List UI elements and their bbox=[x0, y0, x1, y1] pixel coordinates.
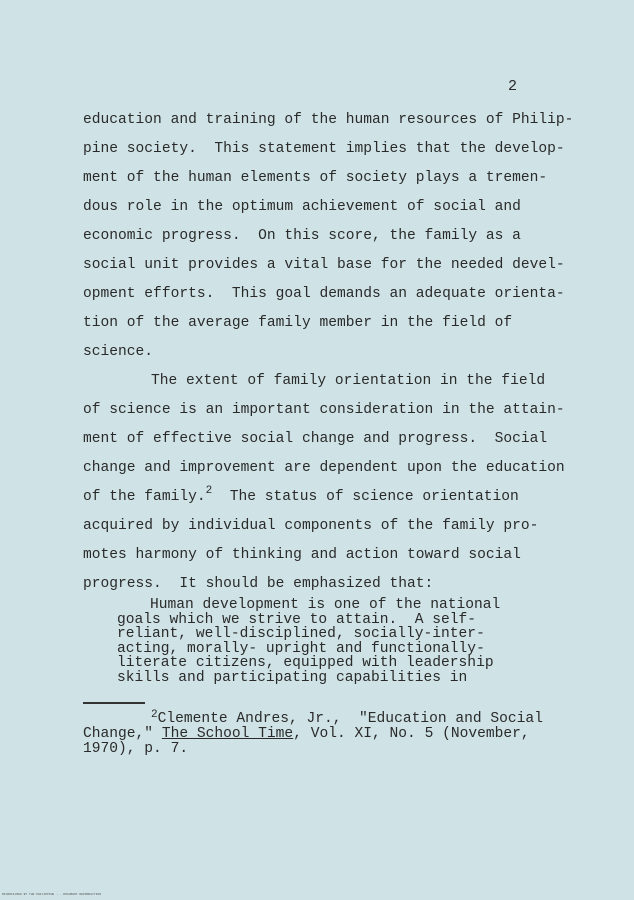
text-line: progress. It should be emphasized that: bbox=[83, 576, 434, 592]
quote-line: goals which we strive to attain. A self- bbox=[117, 611, 477, 628]
footnote-journal: The School Time bbox=[161, 726, 294, 742]
text-line: ment of the human elements of society plays a tremen- bbox=[83, 170, 548, 186]
footnote-number: 2 bbox=[151, 709, 158, 721]
text-line: economic progress. On this score, the family as a bbox=[83, 228, 521, 244]
block-quote bbox=[117, 598, 500, 686]
body-text bbox=[83, 106, 573, 599]
scan-identifier: MICROFILMED BY THE PHILIPPINE ... DOCUMENT REPRODUCTION bbox=[2, 893, 102, 896]
text-fragment: The status of science orientation bbox=[212, 489, 519, 505]
text-line: motes harmony of thinking and action toward social bbox=[83, 547, 521, 563]
footnote-reference: 2 bbox=[205, 485, 213, 497]
quote-line: Human development is one of the national bbox=[150, 597, 501, 613]
text-line: tion of the average family member in the field of bbox=[83, 315, 513, 331]
page-number: 2 bbox=[508, 78, 518, 95]
text-line: science. bbox=[83, 344, 154, 360]
footnote-text: , Vol. XI, No. 5 (November, bbox=[293, 726, 530, 742]
text-fragment: of the family. bbox=[83, 489, 206, 505]
footnote-line bbox=[83, 709, 543, 727]
quote-line: literate citizens, equipped with leadership bbox=[117, 655, 494, 672]
text-line: education and training of the human resources of Philip- bbox=[83, 112, 574, 128]
text-line: ment of effective social change and progress. Social bbox=[83, 431, 548, 447]
text-line: of science is an important consideration in the attain- bbox=[83, 402, 565, 418]
quote-line: acting, morally- upright and functionally- bbox=[117, 640, 485, 657]
footnote-divider bbox=[83, 702, 145, 704]
footnote bbox=[83, 709, 543, 757]
text-line: The extent of family orientation in the field bbox=[151, 373, 546, 389]
footnote-line bbox=[83, 727, 543, 742]
text-line bbox=[83, 483, 573, 512]
quote-line: skills and participating capabilities in bbox=[117, 669, 468, 686]
text-line: acquired by individual components of the family pro- bbox=[83, 518, 539, 534]
text-line: dous role in the optimum achievement of social and bbox=[83, 199, 521, 215]
footnote-line: 1970), p. 7. bbox=[83, 741, 189, 757]
text-line: opment efforts. This goal demands an adequate orienta- bbox=[83, 286, 565, 302]
quote-line: reliant, well-disciplined, socially-inter- bbox=[117, 626, 485, 643]
text-line: change and improvement are dependent upon the education bbox=[83, 460, 565, 476]
footnote-author: Clemente Andres, Jr., "Education and Social bbox=[157, 711, 543, 727]
text-line: social unit provides a vital base for the needed devel- bbox=[83, 257, 565, 273]
footnote-text: Change," bbox=[83, 726, 162, 742]
text-line: pine society. This statement implies that the develop- bbox=[83, 141, 565, 157]
